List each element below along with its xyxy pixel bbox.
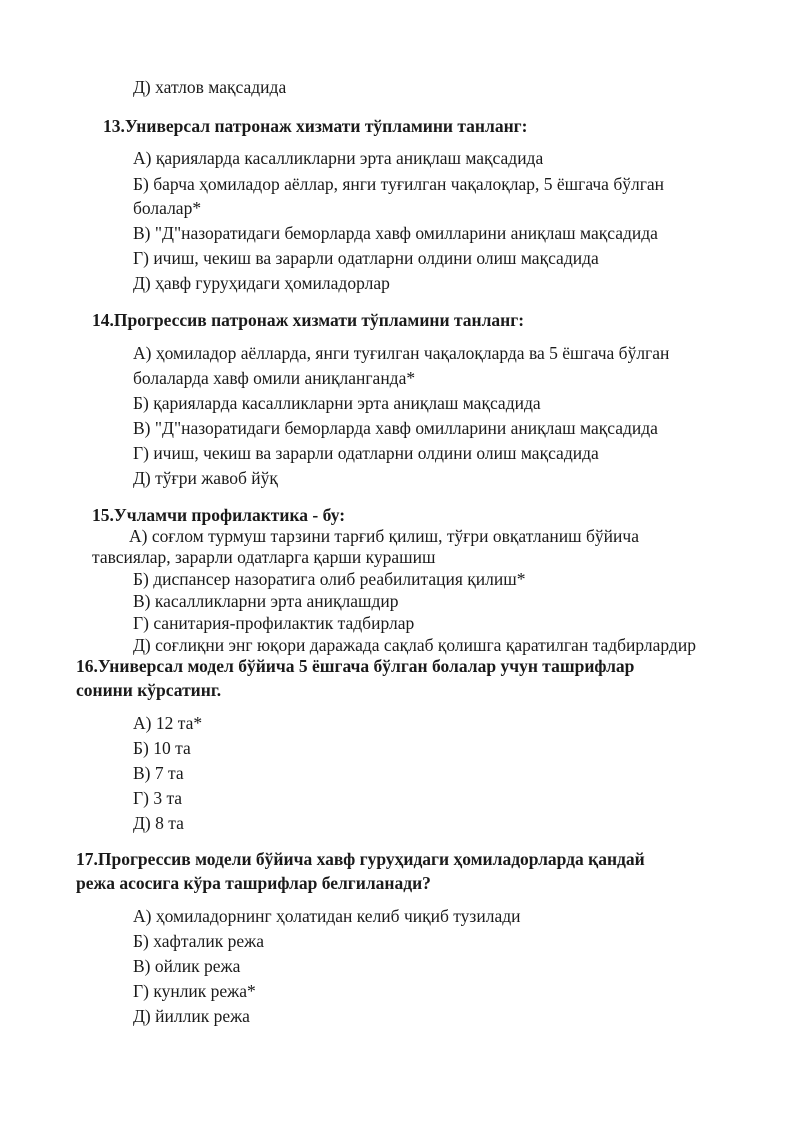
question-17-option-d: Д) йиллик режа <box>133 1006 250 1026</box>
question-16-option-d: Д) 8 та <box>133 813 184 833</box>
question-13-option-g: Г) ичиш, чекиш ва зарарли одатларни олдини олиш мақсадида <box>133 248 599 268</box>
question-16-option-g: Г) 3 та <box>133 788 183 808</box>
question-16-option-b: Б) 10 та <box>133 738 191 758</box>
question-13-option-v: В) "Д"назоратидаги беморларда хавф омилларини аниқлаш мақсадида <box>133 223 658 243</box>
question-13-option-a: А) қарияларда касалликларни эрта аниқлаш мақсадида <box>133 148 544 168</box>
question-14-option-v: В) "Д"назоратидаги беморларда хавф омилларини аниқлаш мақсадида <box>133 418 658 438</box>
question-15-option-a-cont: тавсиялар, зарарли одатларга қарши курашиш <box>92 547 436 567</box>
question-14-title: 14.Прогрессив патронаж хизмати тўпламини танланг: <box>92 310 525 330</box>
question-17-option-b: Б) хафталик режа <box>133 931 265 951</box>
question-14-option-a: А) ҳомиладор аёлларда, янги туғилган чақалоқларда ва 5 ёшгача бўлган <box>133 343 670 363</box>
question-15-title: 15.Учламчи профилактика - бу: <box>92 505 346 525</box>
question-16-title: 16.Универсал модел бўйича 5 ёшгача бўлган болалар учун ташрифлар <box>76 656 635 676</box>
question-14-option-d: Д) тўғри жавоб йўқ <box>133 468 278 488</box>
question-14-option-a-cont: болаларда хавф омили аниқланганда* <box>133 368 416 388</box>
question-13-title: 13.Универсал патронаж хизмати тўпламини танланг: <box>103 116 528 136</box>
question-13-option-d: Д) ҳавф гуруҳидаги ҳомиладорлар <box>133 273 390 293</box>
question-16-option-a: А) 12 та* <box>133 713 203 733</box>
question-15-option-g: Г) санитария-профилактик тадбирлар <box>133 613 415 633</box>
question-15-option-v: В) касалликларни эрта аниқлашдир <box>133 591 399 611</box>
question-16-option-v: В) 7 та <box>133 763 184 783</box>
question-17-title: 17.Прогрессив модели бўйича хавф гуруҳидаги ҳомиладорларда қандай <box>76 849 645 869</box>
question-15-option-b: Б) диспансер назоратига олиб реабилитация қилиш* <box>133 569 526 589</box>
question-14-option-g: Г) ичиш, чекиш ва зарарли одатларни олдини олиш мақсадида <box>133 443 599 463</box>
question-15-option-d: Д) соғлиқни энг юқори даражада сақлаб қолишга қаратилган тадбирлардир <box>133 635 696 655</box>
question-17-title-cont: режа асосига кўра ташрифлар белгиланади? <box>76 873 431 893</box>
question-16-title-cont: сонини кўрсатинг. <box>76 680 222 700</box>
option-d-carryover: Д) хатлов мақсадида <box>133 77 287 97</box>
question-13-option-b: Б) барча ҳомиладор аёллар, янги туғилган чақалоқлар, 5 ёшгача бўлган <box>133 174 665 194</box>
question-13-option-b-cont: болалар* <box>133 198 202 218</box>
question-17-option-g: Г) кунлик режа* <box>133 981 256 1001</box>
question-17-option-a: А) ҳомиладорнинг ҳолатидан келиб чиқиб тузилади <box>133 906 521 926</box>
question-15-option-a: А) соғлом турмуш тарзини тарғиб қилиш, тўғри овқатланиш бўйича <box>129 526 639 546</box>
question-14-option-b: Б) қарияларда касалликларни эрта аниқлаш мақсадида <box>133 393 541 413</box>
question-17-option-v: В) ойлик режа <box>133 956 241 976</box>
